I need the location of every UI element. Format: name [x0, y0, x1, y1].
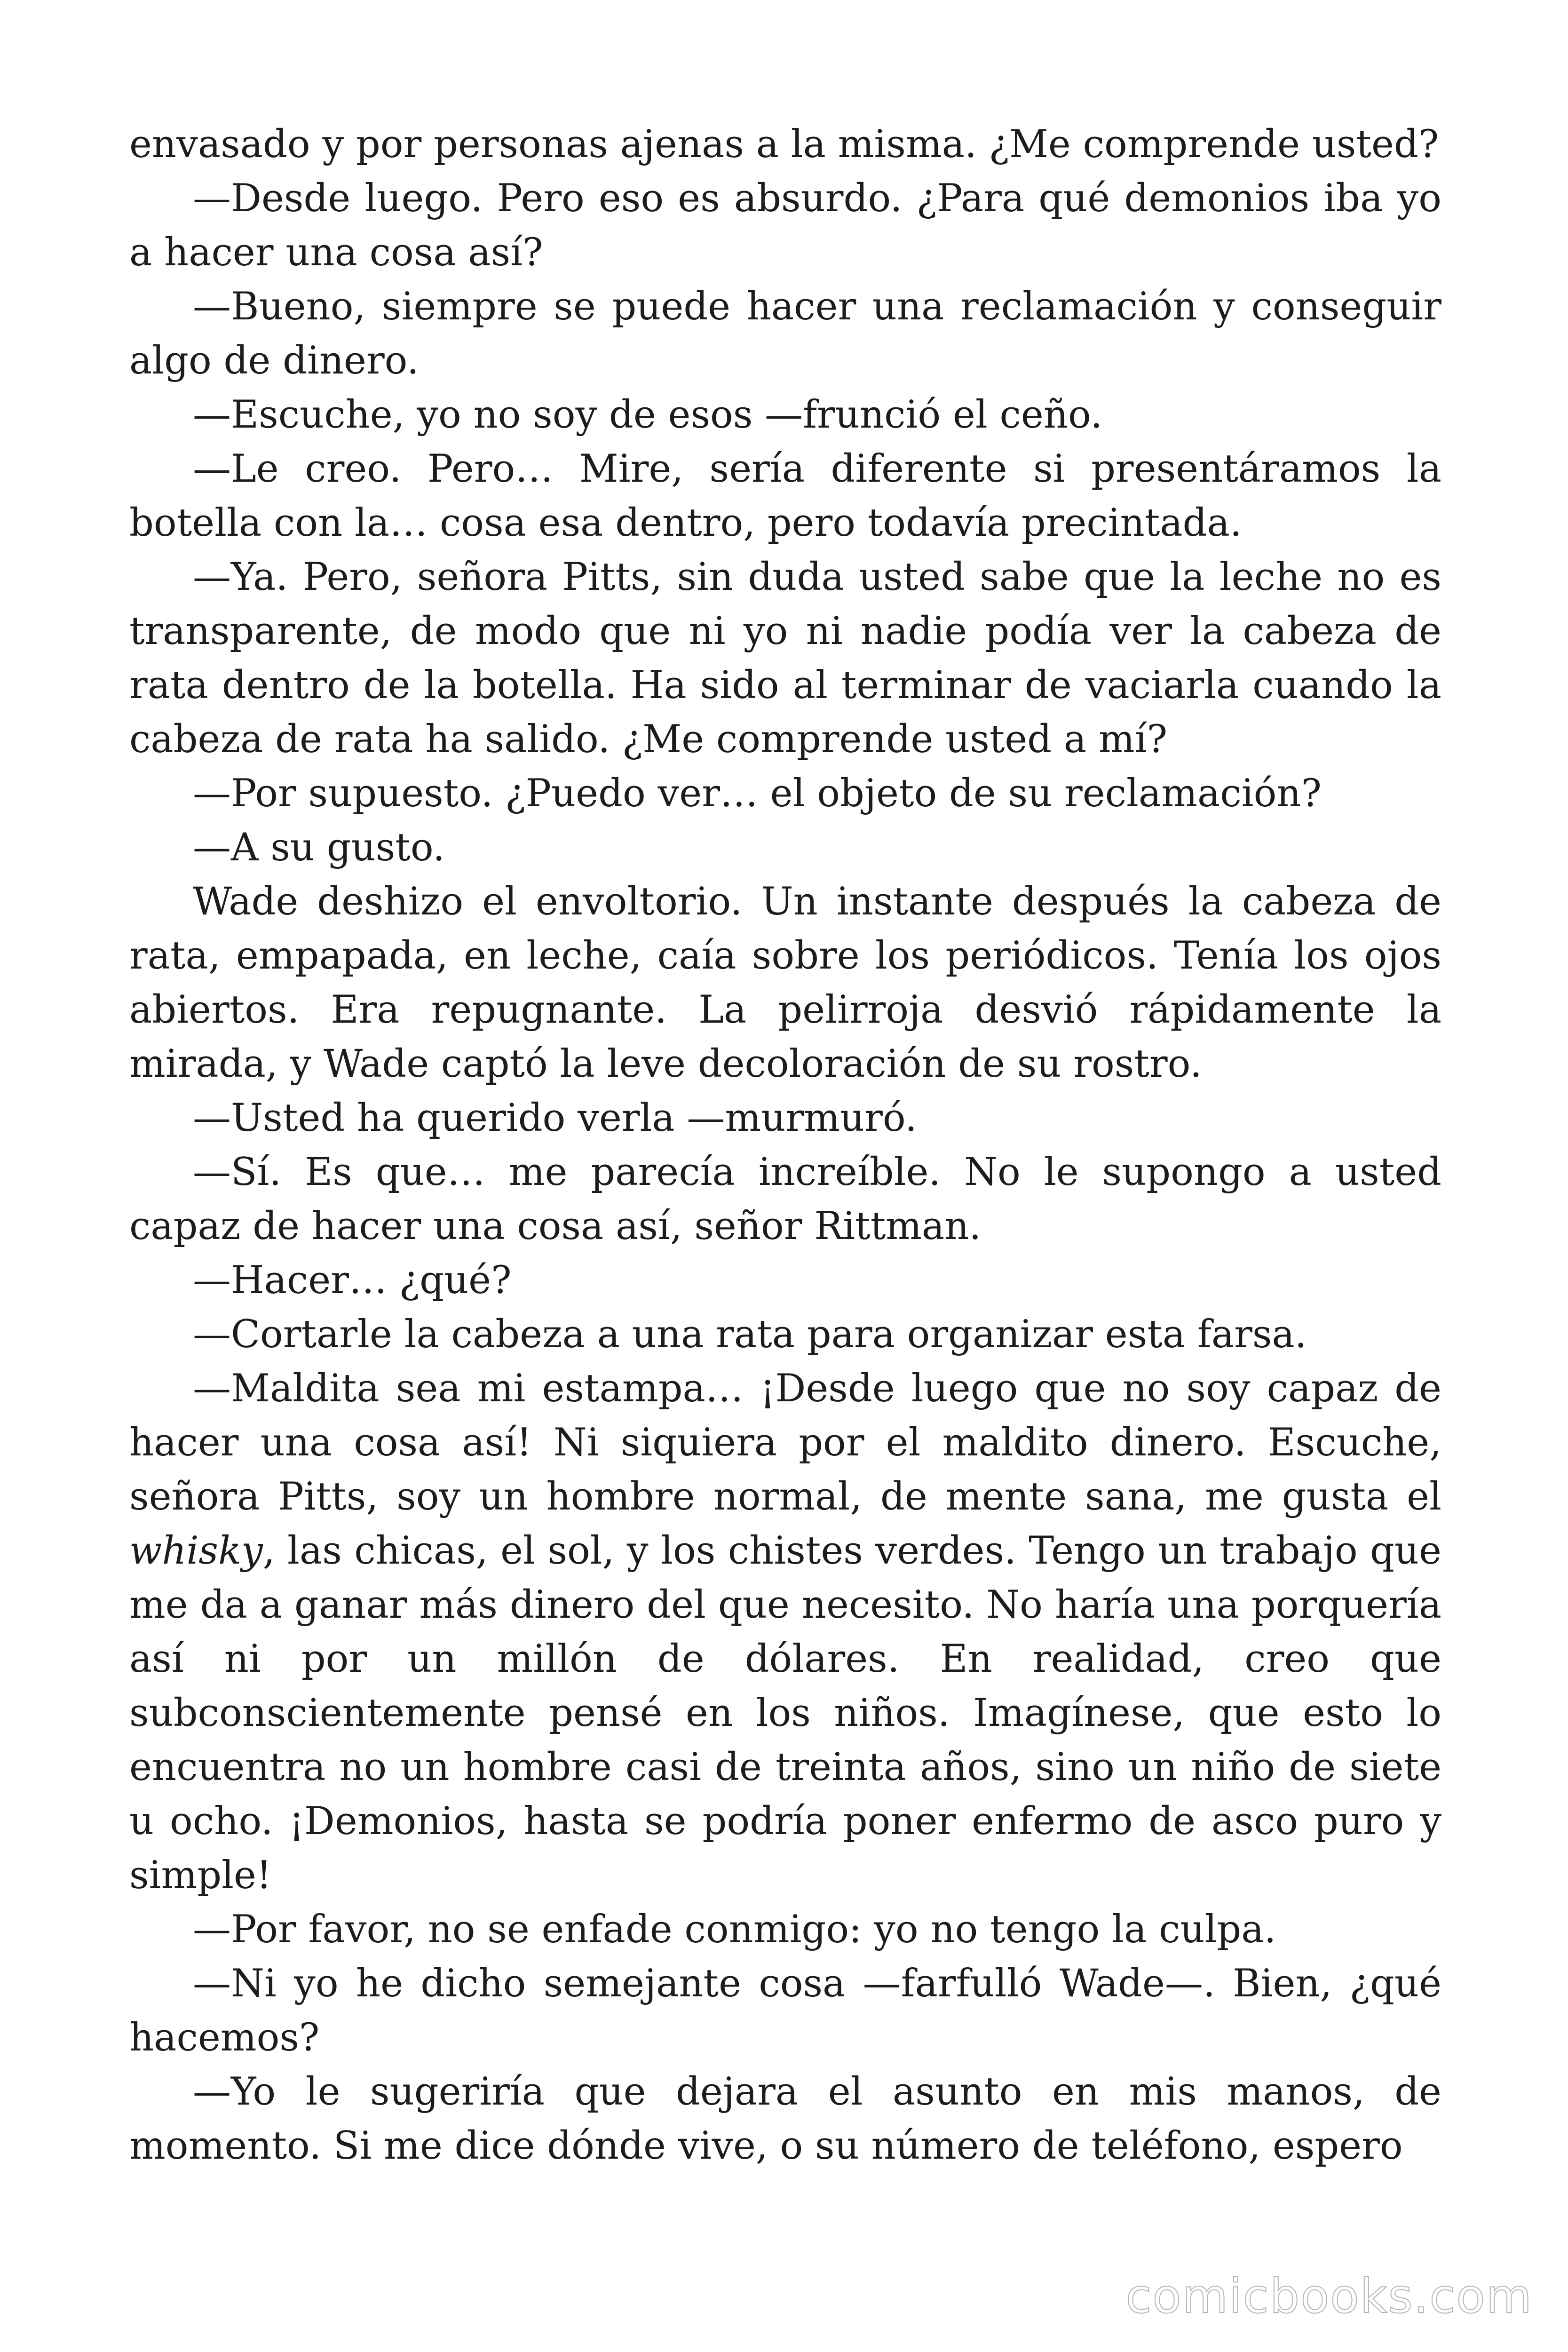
- paragraph-dialogue: [129, 1362, 1441, 1903]
- paragraph-dialogue: —A su gusto.: [193, 826, 445, 870]
- paragraph-dialogue: —Desde luego. Pero eso es absurdo. ¿Para qué demonios iba yo a hacer una cosa así?: [129, 176, 1441, 275]
- paragraph-dialogue: —Sí. Es que… me parecía increíble. No le supongo a usted capaz de hacer una cosa así, señor Rittman.: [129, 1150, 1441, 1248]
- paragraph-dialogue: —Cortarle la cabeza a una rata para organizar esta farsa.: [193, 1312, 1307, 1357]
- paragraph-dialogue: —Ni yo he dicho semejante cosa —farfulló Wade—. Bien, ¿qué hacemos?: [129, 1962, 1441, 2060]
- paragraph-narration: Wade deshizo el envoltorio. Un instante después la cabeza de rata, empapada, en leche, caía sobre los periódicos. Tenía los ojos abiertos. Era repugnante. La pelirroja desvió rápidamente la mirada, y Wade captó la leve decoloración de su rostro.: [129, 880, 1441, 1086]
- paragraph-continuation: envasado y por personas ajenas a la misma. ¿Me comprende usted?: [129, 122, 1439, 167]
- paragraph-dialogue: —Yo le sugeriría que dejara el asunto en mis manos, de momento. Si me dice dónde vive, o su número de teléfono, espero: [129, 2070, 1441, 2168]
- paragraph-dialogue: —Usted ha querido verla —murmuró.: [193, 1096, 917, 1140]
- paragraph-text-after-italic: , las chicas, el sol, y los chistes verdes. Tengo un trabajo que me da a ganar más dinero del que necesito. No haría una porquería así ni por un millón de dólares. En realidad, creo que subconscientemente pensé en los niños. Imagínese, que esto lo encuentra no un hombre casi de treinta años, sino un niño de siete u ocho. ¡Demonios, hasta se podría poner enfermo de asco puro y simple!: [129, 1529, 1441, 1898]
- watermark-logo: comicbooks.com: [1125, 2269, 1533, 2324]
- paragraph-dialogue: —Por favor, no se enfade conmigo: yo no tengo la culpa.: [193, 1907, 1276, 1952]
- paragraph-dialogue: —Ya. Pero, señora Pitts, sin duda usted sabe que la leche no es transparente, de modo que ni yo ni nadie podía ver la cabeza de rata dentro de la botella. Ha sido al terminar de vaciarla cuando la cabeza de rata ha salido. ¿Me comprende usted a mí?: [129, 555, 1441, 762]
- paragraph-dialogue: —Le creo. Pero… Mire, sería diferente si presentáramos la botella con la… cosa esa dentro, pero todavía precintada.: [129, 447, 1441, 545]
- paragraph-dialogue: —Bueno, siempre se puede hacer una reclamación y conseguir algo de dinero.: [129, 285, 1441, 383]
- page-body: [129, 118, 1441, 2173]
- paragraph-dialogue: —Escuche, yo no soy de esos —frunció el ceño.: [193, 393, 1103, 437]
- paragraph-dialogue: —Hacer… ¿qué?: [193, 1258, 512, 1303]
- paragraph-dialogue: —Por supuesto. ¿Puedo ver… el objeto de su reclamación?: [193, 771, 1322, 816]
- paragraph-text-before-italic: —Maldita sea mi estampa… ¡Desde luego que no soy capaz de hacer una cosa así! Ni siquiera por el maldito dinero. Escuche, señora Pitts, soy un hombre normal, de mente sana, me gusta el: [129, 1367, 1441, 1519]
- italic-word: whisky: [129, 1529, 263, 1573]
